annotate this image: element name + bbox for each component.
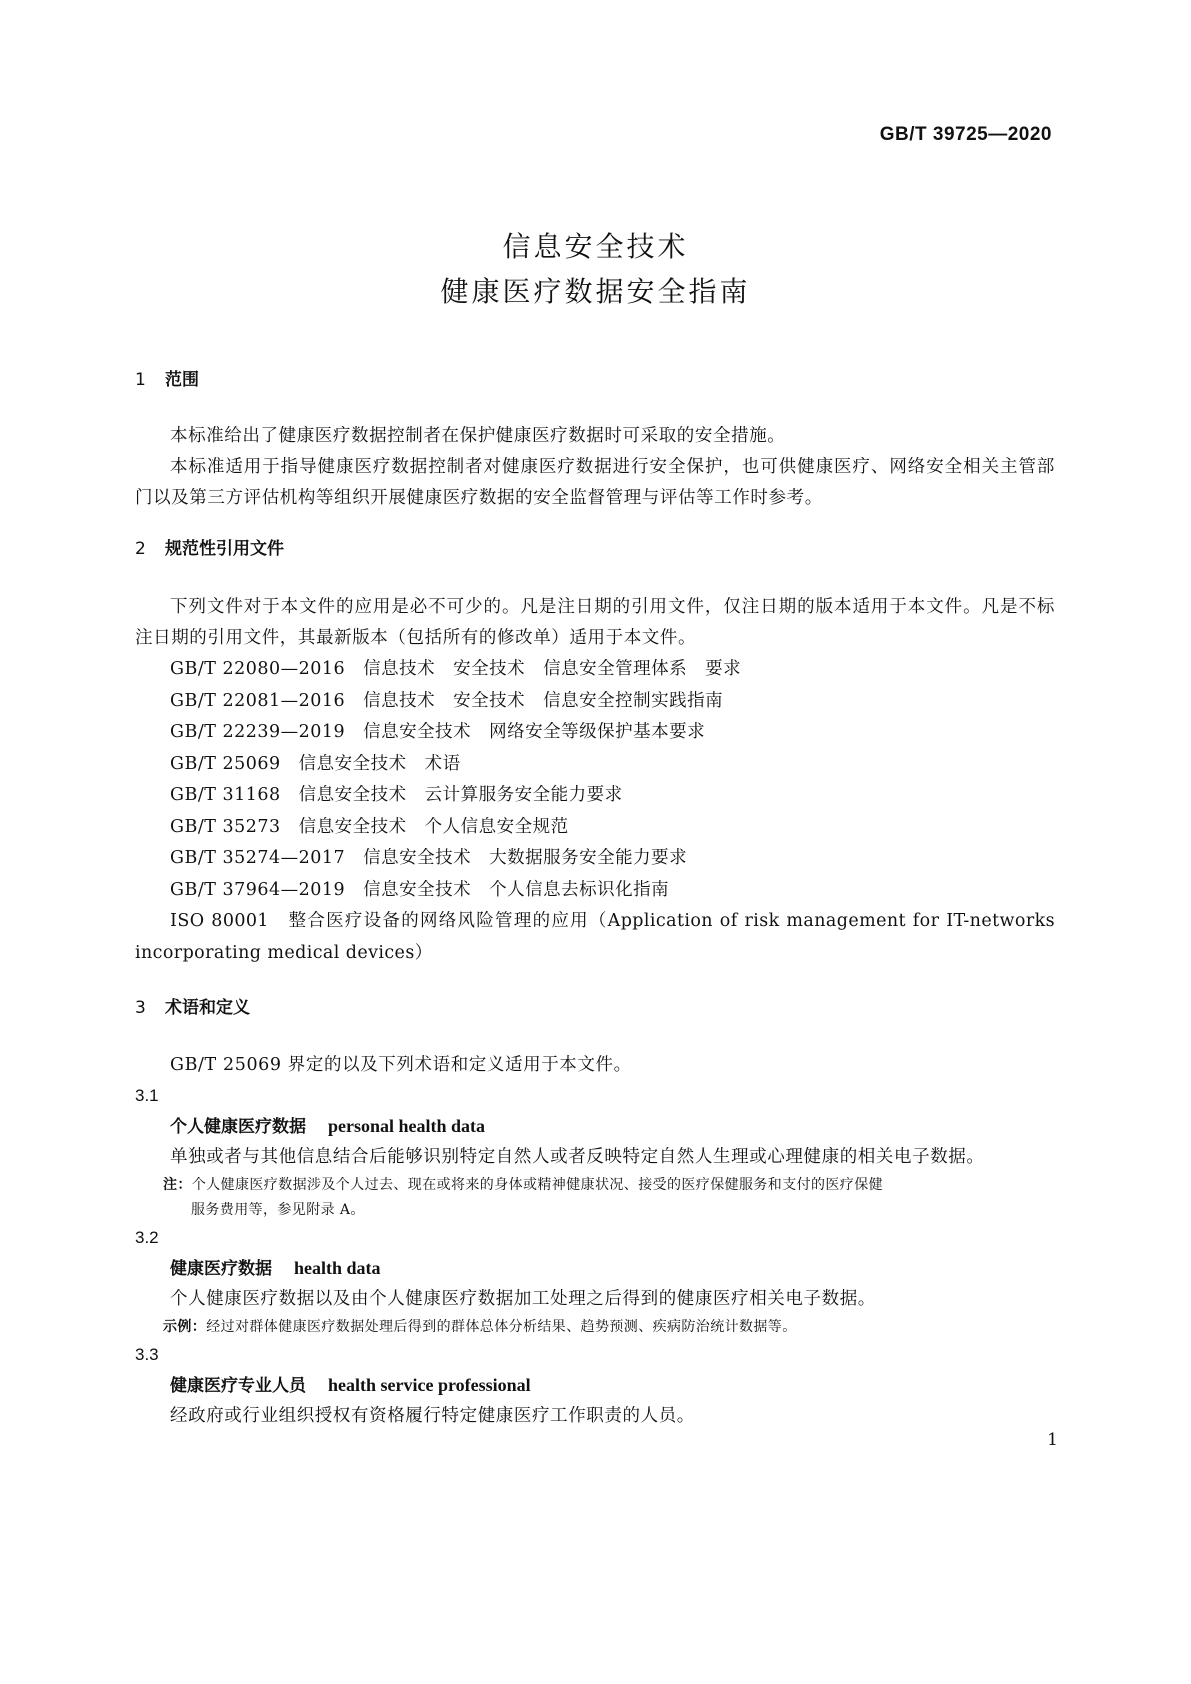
term-cn: 健康医疗专业人员 [170, 1376, 306, 1396]
example-label: 示例： [163, 1319, 207, 1335]
term-example [135, 1315, 1055, 1340]
note-label: 注： [163, 1177, 192, 1193]
section-number: 2 [135, 539, 146, 559]
paragraph: GB/T 25069 界定的以及下列术语和定义适用于本文件。 [170, 1055, 632, 1075]
term-cn: 个人健康医疗数据 [170, 1117, 306, 1137]
reference-item: GB/T 22080—2016 信息技术 安全技术 信息安全管理体系 要求 [170, 659, 742, 679]
reference-item: GB/T 35274—2017 信息安全技术 大数据服务安全能力要求 [170, 848, 688, 868]
term-number: 3.3 [135, 1345, 159, 1364]
term-number: 3.1 [135, 1086, 159, 1105]
term-definition: 单独或者与其他信息结合后能够识别特定自然人或者反映特定自然人生理或心理健康的相关电子数据。 [170, 1147, 985, 1167]
section-1-heading [135, 368, 1055, 392]
title-line-2: 健康医疗数据安全指南 [440, 275, 751, 308]
paragraph: 下列文件对于本文件的应用是必不可少的。凡是注日期的引用文件，仅注日期的版本适用于本文件。凡是不标注日期的引用文件，其最新版本（包括所有的修改单）适用于本文件。 [135, 597, 1055, 648]
example-text: 经过对群体健康医疗数据处理后得到的群体总体分析结果、趋势预测、疾病防治统计数据等。 [206, 1319, 797, 1335]
term-number: 3.2 [135, 1228, 159, 1247]
section-title: 范围 [165, 370, 199, 390]
reference-item: GB/T 35273 信息安全技术 个人信息安全规范 [170, 816, 569, 837]
document-title [0, 224, 1191, 314]
standard-number: GB/T 39725—2020 [879, 124, 1052, 145]
reference-item: GB/T 25069 信息安全技术 术语 [170, 753, 461, 774]
main-content [135, 368, 1055, 1432]
reference-item: GB/T 31168 信息安全技术 云计算服务安全能力要求 [170, 785, 623, 805]
term-definition: 经政府或行业组织授权有资格履行特定健康医疗工作职责的人员。 [170, 1406, 695, 1426]
term-en: personal health data [328, 1116, 486, 1136]
section-number: 3 [135, 998, 146, 1018]
term-cn: 健康医疗数据 [170, 1259, 272, 1279]
section-number: 1 [135, 370, 146, 390]
note-text-continued: 服务费用等，参见附录 A。 [191, 1202, 365, 1218]
reference-item: GB/T 22081—2016 信息技术 安全技术 信息安全控制实践指南 [170, 690, 724, 711]
note-text: 个人健康医疗数据涉及个人过去、现在或将来的身体或精神健康状况、接受的医疗保健服务和支付的医疗保健 [191, 1177, 884, 1193]
term-heading [135, 1111, 1055, 1142]
term-en: health service professional [328, 1375, 531, 1395]
section-2-heading [135, 537, 1055, 561]
reference-item: GB/T 22239—2019 信息安全技术 网络安全等级保护基本要求 [170, 722, 706, 742]
term-definition: 个人健康医疗数据以及由个人健康医疗数据加工处理之后得到的健康医疗相关电子数据。 [170, 1289, 876, 1309]
title-line-1: 信息安全技术 [502, 230, 689, 263]
page-number: 1 [1047, 1430, 1058, 1450]
term-heading [135, 1253, 1055, 1284]
paragraph: 本标准给出了健康医疗数据控制者在保护健康医疗数据时可采取的安全措施。 [170, 426, 786, 446]
term-note [135, 1173, 1055, 1198]
reference-item-iso: ISO 80001 整合医疗设备的网络风险管理的应用（Application of risk management for IT-networks incorporating medical devices） [135, 911, 1055, 963]
section-title: 术语和定义 [165, 998, 250, 1018]
term-heading [135, 1370, 1055, 1401]
section-3-heading [135, 996, 1055, 1020]
reference-item: GB/T 37964—2019 信息安全技术 个人信息去标识化指南 [170, 879, 670, 900]
paragraph: 本标准适用于指导健康医疗数据控制者对健康医疗数据进行安全保护，也可供健康医疗、网络安全相关主管部门以及第三方评估机构等组织开展健康医疗数据的安全监督管理与评估等工作时参考。 [135, 457, 1055, 508]
section-title: 规范性引用文件 [165, 539, 284, 559]
term-en: health data [294, 1258, 381, 1278]
